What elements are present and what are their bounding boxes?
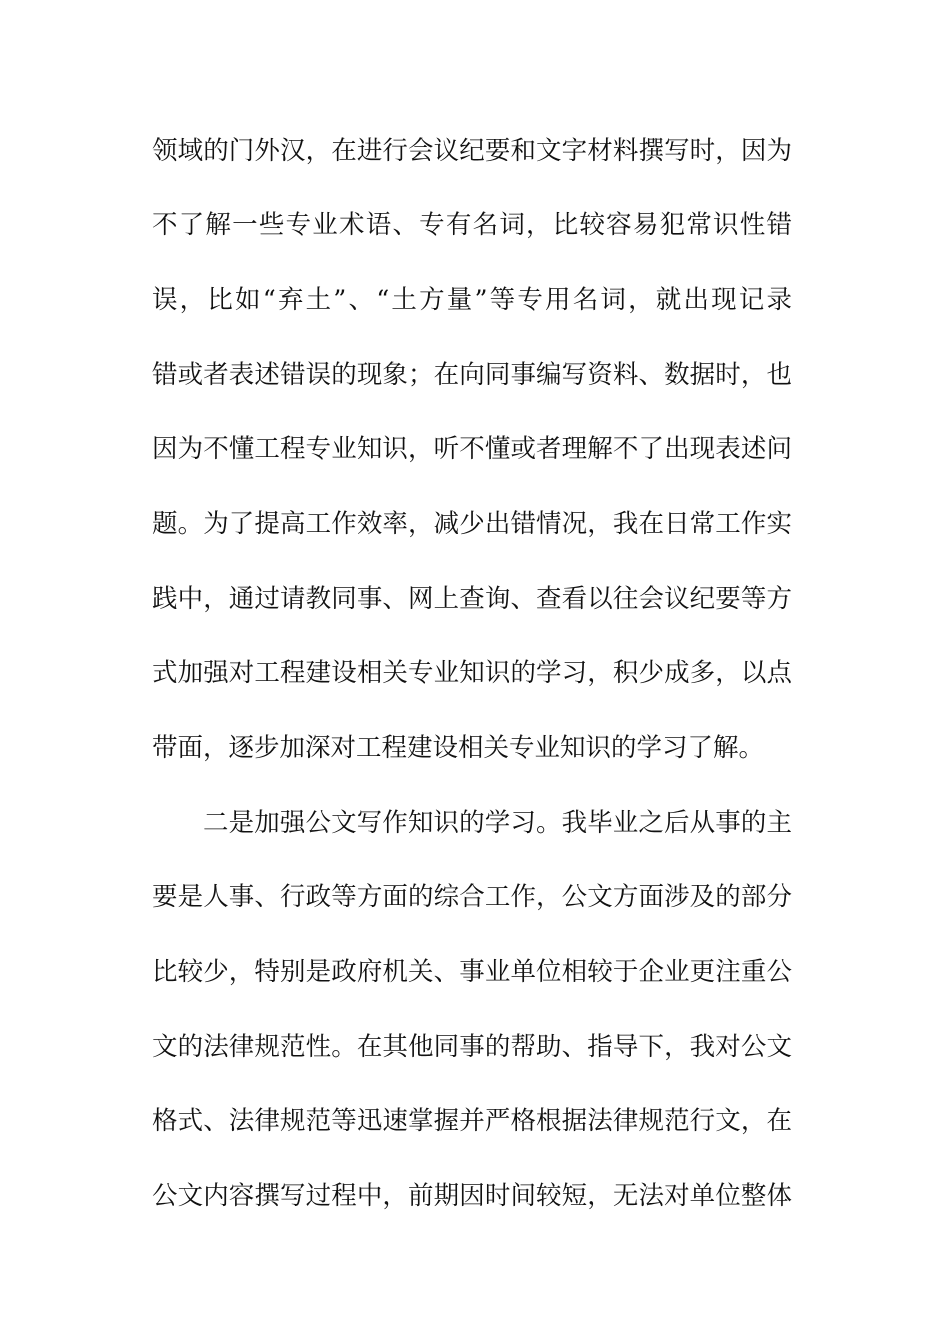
text-line: 因为不懂工程专业知识，听不懂或者理解不了出现表述问: [152, 434, 792, 464]
text-line: 公文内容撰写过程中，前期因时间较短，无法对单位整体: [152, 1181, 792, 1211]
text-line: 误，比如“弃土”、“土方量”等专用名词，就出现记录: [152, 285, 792, 315]
text-line: 题。为了提高工作效率，减少出错情况，我在日常工作实: [152, 509, 792, 539]
text-line: 文的法律规范性。在其他同事的帮助、指导下，我对公文: [152, 1032, 792, 1062]
text-line: 领域的门外汉，在进行会议纪要和文字材料撰写时，因为: [152, 136, 792, 166]
text-line: 要是人事、行政等方面的综合工作，公文方面涉及的部分: [152, 882, 792, 912]
paragraph-first-line: 二是加强公文写作知识的学习。我毕业之后从事的主: [203, 808, 792, 838]
text-line: 错或者表述错误的现象；在向同事编写资料、数据时，也: [152, 360, 792, 390]
text-line: 式加强对工程建设相关专业知识的学习，积少成多，以点: [152, 658, 792, 688]
text-line: 不了解一些专业术语、专有名词，比较容易犯常识性错: [152, 210, 792, 240]
text-line: 带面，逐步加深对工程建设相关专业知识的学习了解。: [152, 733, 765, 763]
text-line: 比较少，特别是政府机关、事业单位相较于企业更注重公: [152, 957, 792, 987]
text-line: 践中，通过请教同事、网上查询、查看以往会议纪要等方: [152, 584, 792, 614]
text-line: 格式、法律规范等迅速掌握并严格根据法律规范行文，在: [152, 1106, 792, 1136]
